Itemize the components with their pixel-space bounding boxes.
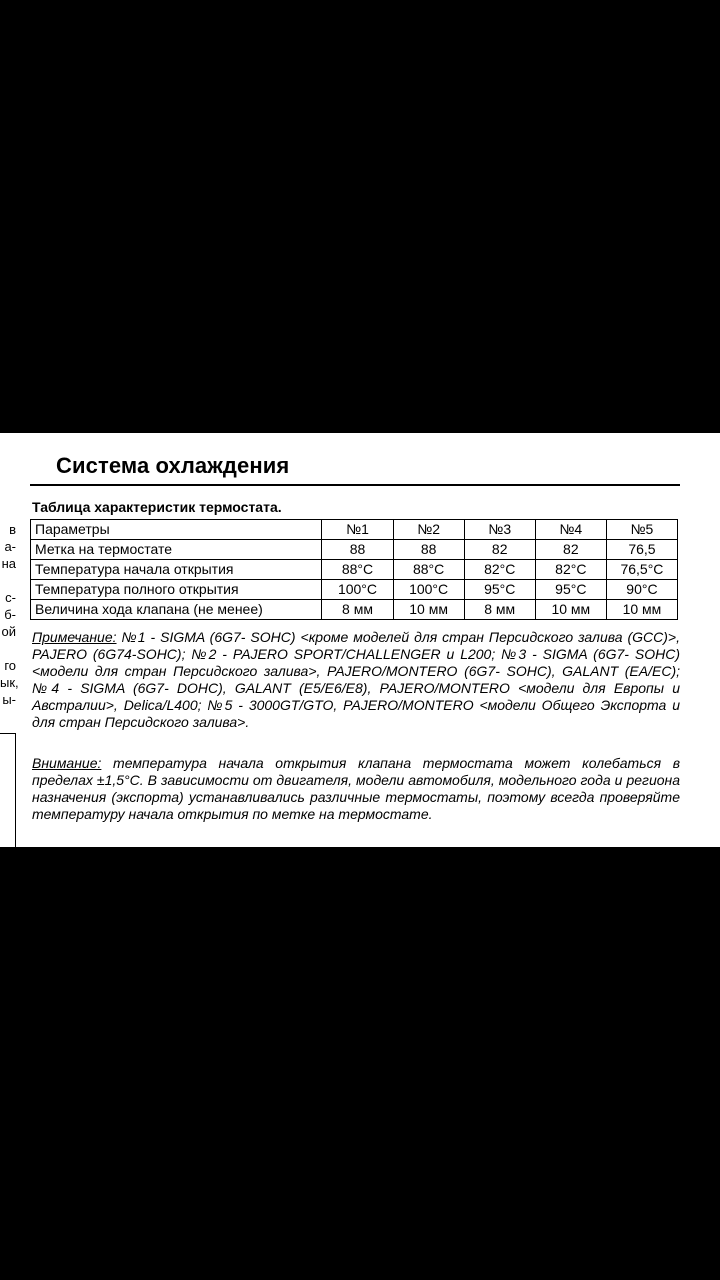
left-fragment: б- xyxy=(4,607,16,622)
thermostat-spec-table xyxy=(30,519,678,620)
left-fragment: ы- xyxy=(2,692,16,707)
value-cell: 82 xyxy=(464,540,535,560)
left-column-box xyxy=(0,733,16,847)
left-fragment: ой xyxy=(1,624,16,639)
note-lead: Примечание: xyxy=(32,629,117,645)
table-row xyxy=(31,560,678,580)
value-cell: 88 xyxy=(322,540,393,560)
left-fragment: на xyxy=(1,556,16,571)
left-column-fragments xyxy=(0,521,19,708)
left-fragment xyxy=(0,572,16,589)
value-cell: 88°C xyxy=(322,560,393,580)
left-fragment: с- xyxy=(5,590,16,605)
value-cell: 100°C xyxy=(322,580,393,600)
param-cell: Температура начала открытия xyxy=(31,560,322,580)
value-cell: 8 мм xyxy=(322,600,393,620)
value-cell: 10 мм xyxy=(393,600,464,620)
value-cell: №5 xyxy=(606,520,677,540)
value-cell: №2 xyxy=(393,520,464,540)
table-row xyxy=(31,580,678,600)
left-fragment: го xyxy=(4,658,16,673)
value-cell: 76,5 xyxy=(606,540,677,560)
value-cell: 100°C xyxy=(393,580,464,600)
value-cell: №1 xyxy=(322,520,393,540)
value-cell: №3 xyxy=(464,520,535,540)
table-header-row xyxy=(31,520,678,540)
param-cell: Температура полного открытия xyxy=(31,580,322,600)
value-cell: №4 xyxy=(535,520,606,540)
value-cell: 88°C xyxy=(393,560,464,580)
value-cell: 90°C xyxy=(606,580,677,600)
value-cell: 10 мм xyxy=(535,600,606,620)
value-cell: 10 мм xyxy=(606,600,677,620)
value-cell: 95°C xyxy=(464,580,535,600)
table-row xyxy=(31,600,678,620)
value-cell: 88 xyxy=(393,540,464,560)
scanned-page xyxy=(0,433,720,847)
table-row xyxy=(31,540,678,560)
value-cell: 82°C xyxy=(464,560,535,580)
left-fragment: ык, xyxy=(0,675,19,690)
section-heading: Система охлаждения xyxy=(56,453,290,478)
param-cell: Метка на термостате xyxy=(31,540,322,560)
left-fragment: в xyxy=(9,522,16,537)
note-text: №1 - SIGMA (6G7- SOHC) <кроме моделей для стран Персидского залива (GCC)>, PAJERO (6G74-SOHC); №2 - PAJERO SPORT/CHALLENGER и L200; №3 - SIGMA (6G7- SOHC) <модели для стран Персидского залива>, PAJERO/MONTERO (6G7- SOHC), GALANT (EA/EC); №4 - SIGMA (6G7- DOHC), GALANT (E5/E6/E8), PAJERO/MONTERO <модели для Европы и Австралии>, Delica/L400; №5 - 3000GT/GTO, PAJERO/MONTERO <модели Общего Экспорта и для стран Персидского залива>. xyxy=(32,629,680,730)
warning-lead: Внимание: xyxy=(32,755,102,771)
value-cell: 76,5°C xyxy=(606,560,677,580)
heading-rule xyxy=(30,484,680,486)
left-fragment: а- xyxy=(4,539,16,554)
param-cell: Величина хода клапана (не менее) xyxy=(31,600,322,620)
note-paragraph xyxy=(32,629,680,731)
warning-text: температура начала открытия клапана термостата может колебаться в пределах ±1,5°C. В зависимости от двигателя, модели автомобиля, модельного года и региона назначения (экспорта) устанавливались различные термостаты, поэтому всегда проверяйте температуру начала открытия по метке на термостате. xyxy=(32,755,680,822)
param-cell: Параметры xyxy=(31,520,322,540)
value-cell: 82°C xyxy=(535,560,606,580)
spec-table-body xyxy=(31,520,678,620)
value-cell: 95°C xyxy=(535,580,606,600)
value-cell: 82 xyxy=(535,540,606,560)
table-title: Таблица характеристик термостата. xyxy=(32,499,282,515)
left-fragment xyxy=(0,640,16,657)
value-cell: 8 мм xyxy=(464,600,535,620)
warning-paragraph xyxy=(32,755,680,823)
